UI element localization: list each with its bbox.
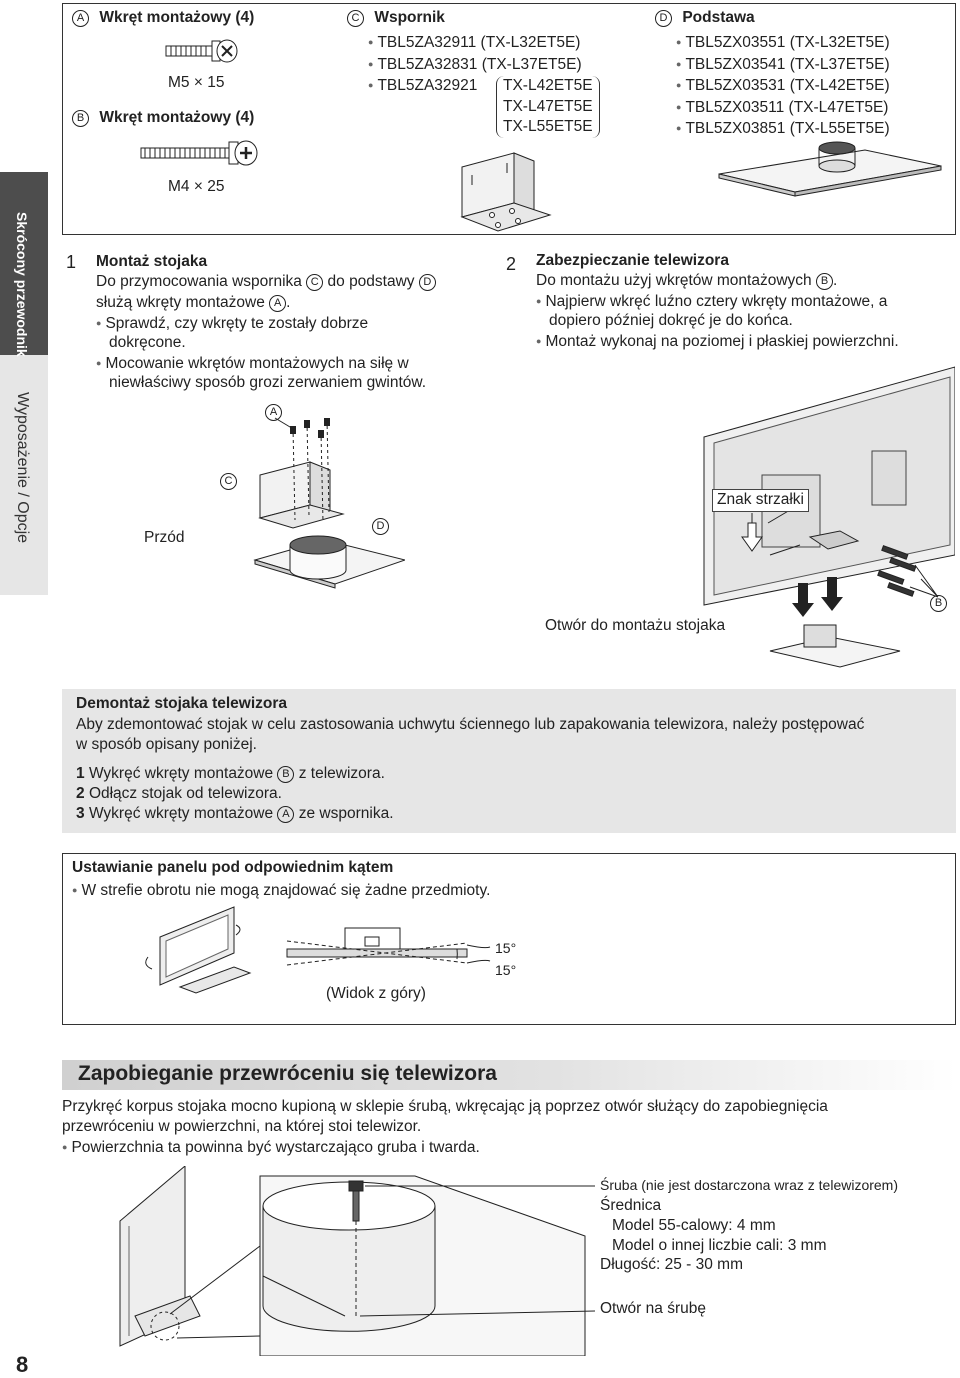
side-tab-quick-guide: Skrócony przewodnik xyxy=(14,212,30,357)
tip-diameter: Średnica xyxy=(600,1197,662,1214)
step2-label-b: B xyxy=(930,594,947,612)
tip-text-line1: Przykręć korpus stojaka mocno kupioną w sklepie śrubą, wkręcając ją poprzez otwór służący do zapobiegnięcia xyxy=(62,1098,828,1115)
pedestal-drawing xyxy=(715,136,945,198)
step2-title: Zabezpieczanie telewizora xyxy=(536,252,729,269)
step1-bullet1-cont: dokręcone. xyxy=(109,334,186,351)
step2-number: 2 xyxy=(506,254,517,274)
removal-title: Demontaż stojaka telewizora xyxy=(76,695,288,712)
list-item: TX-L55ET5E xyxy=(503,118,593,135)
angle-top-view-drawing xyxy=(285,925,520,985)
step2-label-arrow: Znak strzałki xyxy=(712,489,809,512)
step2-tv-drawing xyxy=(700,355,955,670)
tip-drawing xyxy=(115,1166,595,1356)
marker-c: C xyxy=(306,274,323,291)
list-item: TX-L42ET5E xyxy=(503,77,593,94)
part-d-list xyxy=(676,32,890,140)
step2-label-hole: Otwór do montażu stojaka xyxy=(545,617,726,634)
step2-bullet2: ● Montaż wykonaj na poziomej i płaskiej powierzchni. xyxy=(536,331,899,353)
part-c-title xyxy=(347,8,445,29)
step2-bullet1: ● Najpierw wkręć luźno cztery wkręty montażowe, a xyxy=(536,291,887,313)
removal-step3: 3 Wykręć wkręty montażowe A ze wspornika. xyxy=(76,805,394,822)
step1-label-c: C xyxy=(220,472,237,490)
part-d-title xyxy=(655,8,755,29)
angle-degree-top: 15° xyxy=(495,940,517,956)
part-b-size: M4 × 25 xyxy=(168,178,225,195)
angle-tv-drawing xyxy=(140,905,260,1000)
marker-b: B xyxy=(277,766,294,783)
list-item: TX-L47ET5E xyxy=(503,97,593,115)
marker-a: A xyxy=(72,10,89,27)
step1-intro-line1: Do przymocowania wspornika C do podstawy D xyxy=(96,272,436,293)
part-b-title xyxy=(72,108,254,129)
list-item: ● TBL5ZX03511 (TX-L47ET5E) xyxy=(676,97,890,119)
removal-step2: 2 Odłącz stojak od telewizora. xyxy=(76,785,282,802)
step1-label-front: Przód xyxy=(144,529,185,546)
step1-bullet2-cont: niewłaściwy sposób grozi zerwaniem gwintów. xyxy=(109,374,427,391)
marker-b: B xyxy=(72,110,89,127)
tip-hole-label: Otwór na śrubę xyxy=(600,1300,706,1317)
removal-intro-line1: Aby zdemontować stojak w celu zastosowania uchwytu ściennego lub zapakowania telewizora, należy postępować xyxy=(76,716,865,733)
step1-bullet2: ● Mocowanie wkrętów montażowych na siłę w xyxy=(96,353,409,375)
list-item: ● TBL5ZX03551 (TX-L32ET5E) xyxy=(676,32,890,54)
step1-number: 1 xyxy=(66,252,77,272)
marker-d: D xyxy=(655,10,672,27)
part-d-label: Podstawa xyxy=(682,9,755,26)
page-number: 8 xyxy=(16,1352,29,1377)
step1-bullet1: ● Sprawdź, czy wkręty te zostały dobrze xyxy=(96,313,368,335)
tip-model-other: Model o innej liczbie cali: 3 mm xyxy=(612,1237,827,1254)
step1-label-a: A xyxy=(265,403,282,421)
part-a-size: M5 × 15 xyxy=(168,74,225,91)
part-c-grouped-models xyxy=(496,76,600,138)
step1-assembly-drawing xyxy=(215,400,405,590)
part-b-label: Wkręt montażowy (4) xyxy=(99,109,255,126)
tip-bullet: ● Powierzchnia ta powinna być wystarczająco gruba i twarda. xyxy=(62,1137,480,1159)
screw-a-drawing xyxy=(165,38,240,64)
step2-intro: Do montażu użyj wkrętów montażowych B . xyxy=(536,272,838,289)
angle-bullet: ● W strefie obrotu nie mogą znajdować się żadne przedmioty. xyxy=(72,880,490,902)
marker-c: C xyxy=(347,10,364,27)
removal-intro-line2: w sposób opisany poniżej. xyxy=(76,736,257,753)
bracket-drawing xyxy=(452,145,552,233)
list-item: ● TBL5ZA32831 (TX-L37ET5E) xyxy=(368,54,582,76)
marker-a: A xyxy=(277,806,294,823)
marker-d: D xyxy=(419,274,436,291)
step1-title: Montaż stojaka xyxy=(96,253,208,270)
tip-heading: Zapobieganie przewróceniu się telewizora xyxy=(78,1062,497,1085)
angle-title: Ustawianie panelu pod odpowiednim kątem xyxy=(72,859,394,876)
list-item: ● TBL5ZX03541 (TX-L37ET5E) xyxy=(676,54,890,76)
list-item: ● TBL5ZX03851 (TX-L55ET5E) xyxy=(676,118,890,140)
part-c-label: Wspornik xyxy=(374,9,445,26)
marker-a: A xyxy=(269,295,286,312)
tip-model55: Model 55-calowy: 4 mm xyxy=(612,1217,776,1234)
list-item: ● TBL5ZA32921 xyxy=(368,75,582,97)
list-item: ● TBL5ZX03531 (TX-L42ET5E) xyxy=(676,75,890,97)
part-a-title xyxy=(72,8,254,29)
angle-view-label: (Widok z góry) xyxy=(326,985,426,1002)
tip-text-line2: przewróceniu w powierzchni, na której stoi telewizor. xyxy=(62,1118,422,1135)
step2-bullet1-cont: dopiero później dokręć je do końca. xyxy=(549,312,793,329)
step1-intro-line2: służą wkręty montażowe A . xyxy=(96,294,291,311)
part-a-label: Wkręt montażowy (4) xyxy=(99,9,255,26)
tip-screw-label: Śruba (nie jest dostarczona wraz z telewizorem) xyxy=(600,1177,899,1193)
marker-b: B xyxy=(816,273,833,290)
tip-length: Długość: 25 - 30 mm xyxy=(600,1256,743,1273)
side-tab-accessories: Wyposażenie / Opcje xyxy=(14,392,31,544)
list-item: ● TBL5ZA32911 (TX-L32ET5E) xyxy=(368,32,582,54)
step1-label-d: D xyxy=(372,517,389,535)
angle-degree-bottom: 15° xyxy=(495,962,517,978)
screw-b-drawing xyxy=(140,138,260,168)
removal-step1: 1 Wykręć wkręty montażowe B z telewizora. xyxy=(76,765,385,782)
